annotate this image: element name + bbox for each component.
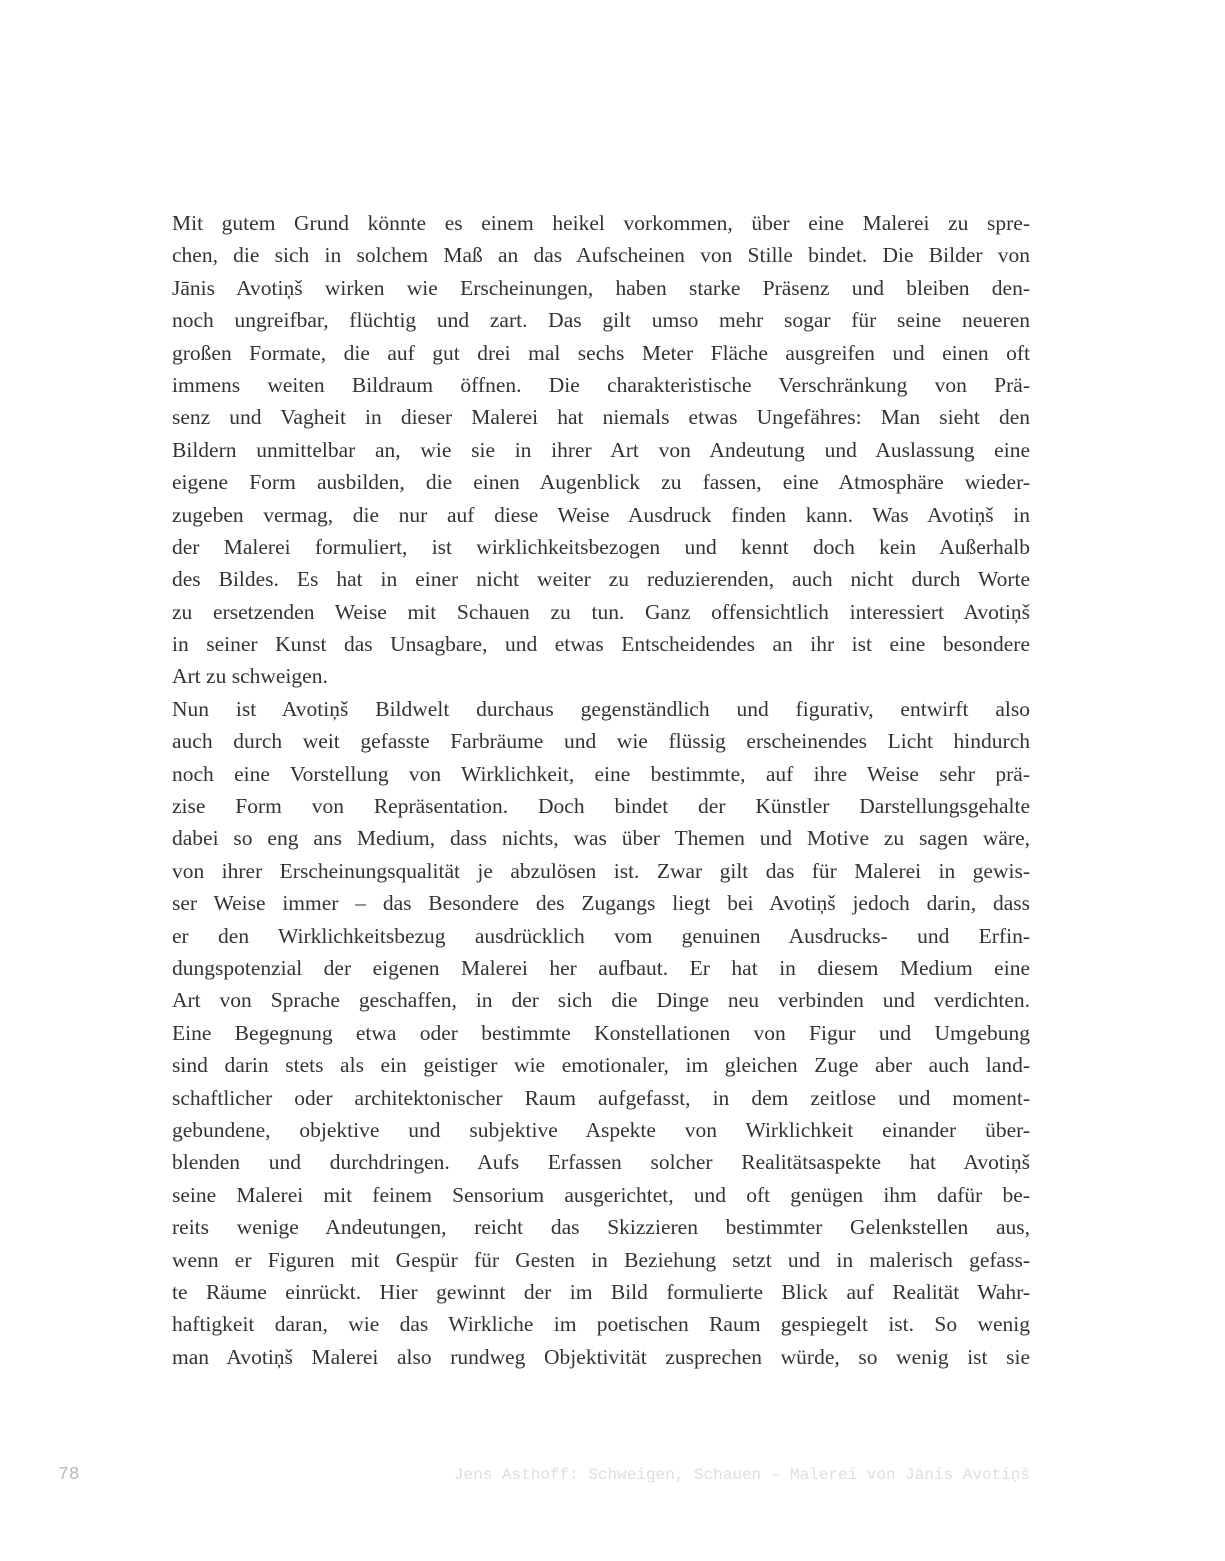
- text-line: reits wenige Andeutungen, reicht das Skizzieren bestimmter Gelenkstellen aus,: [172, 1215, 1030, 1240]
- paragraph-2: [172, 693, 1030, 1373]
- text-line: chen, die sich in solchem Maß an das Aufscheinen von Stille bindet. Die Bilder von: [172, 243, 1030, 268]
- running-title: Jens Asthoff: Schweigen, Schauen – Malerei von Jānis Avotiņš: [453, 1466, 1030, 1484]
- paragraph-1: [172, 207, 1030, 693]
- text-line: schaftlicher oder architektonischer Raum aufgefasst, in dem zeitlose und moment-: [172, 1085, 1030, 1110]
- text-line: dabei so eng ans Medium, dass nichts, was über Themen und Motive zu sagen wäre,: [172, 826, 1030, 851]
- text-line: wenn er Figuren mit Gespür für Gesten in Beziehung setzt und in malerisch gefass-: [172, 1247, 1030, 1272]
- text-line: er den Wirklichkeitsbezug ausdrücklich vom genuinen Ausdrucks- und Erfin-: [172, 923, 1030, 948]
- text-line: noch eine Vorstellung von Wirklichkeit, eine bestimmte, auf ihre Weise sehr prä-: [172, 761, 1030, 786]
- text-line: in seiner Kunst das Unsagbare, und etwas Entscheidendes an ihr ist eine besondere: [172, 632, 1030, 657]
- text-line: immens weiten Bildraum öffnen. Die charakteristische Verschränkung von Prä-: [172, 372, 1030, 397]
- text-line: haftigkeit daran, wie das Wirkliche im poetischen Raum gespiegelt ist. So wenig: [172, 1312, 1030, 1337]
- text-line: zugeben vermag, die nur auf diese Weise Ausdruck finden kann. Was Avotiņš in: [172, 502, 1030, 527]
- text-line: großen Formate, die auf gut drei mal sechs Meter Fläche ausgreifen und einen oft: [172, 340, 1030, 365]
- text-line: Jānis Avotiņš wirken wie Erscheinungen, haben starke Präsenz und bleiben den-: [172, 275, 1030, 300]
- text-line: ser Weise immer – das Besondere des Zugangs liegt bei Avotiņš jedoch darin, dass: [172, 891, 1030, 916]
- text-line: blenden und durchdringen. Aufs Erfassen solcher Realitätsaspekte hat Avotiņš: [172, 1150, 1030, 1175]
- text-line: Art zu schweigen.: [172, 664, 328, 689]
- text-line: senz und Vagheit in dieser Malerei hat niemals etwas Ungefähres: Man sieht den: [172, 405, 1030, 430]
- text-line: man Avotiņš Malerei also rundweg Objektivität zusprechen würde, so wenig ist sie: [172, 1344, 1030, 1369]
- text-line: gebundene, objektive und subjektive Aspekte von Wirklichkeit einander über-: [172, 1117, 1030, 1142]
- text-line: noch ungreifbar, flüchtig und zart. Das gilt umso mehr sogar für seine neueren: [172, 308, 1030, 333]
- text-line: dungspotenzial der eigenen Malerei her aufbaut. Er hat in diesem Medium eine: [172, 955, 1030, 980]
- text-line: seine Malerei mit feinem Sensorium ausgerichtet, und oft genügen ihm dafür be-: [172, 1182, 1030, 1207]
- text-line: Nun ist Avotiņš Bildwelt durchaus gegenständlich und figurativ, entwirft also: [172, 696, 1030, 721]
- text-line: te Räume einrückt. Hier gewinnt der im Bild formulierte Blick auf Realität Wahr-: [172, 1279, 1030, 1304]
- text-line: des Bildes. Es hat in einer nicht weiter zu reduzierenden, auch nicht durch Worte: [172, 567, 1030, 592]
- text-line: sind darin stets als ein geistiger wie emotionaler, im gleichen Zuge aber auch land-: [172, 1053, 1030, 1078]
- text-line: zu ersetzenden Weise mit Schauen zu tun. Ganz offensichtlich interessiert Avotiņš: [172, 599, 1030, 624]
- text-line: Mit gutem Grund könnte es einem heikel vorkommen, über eine Malerei zu spre-: [172, 211, 1030, 235]
- text-line: zise Form von Repräsentation. Doch bindet der Künstler Darstellungsgehalte: [172, 794, 1030, 819]
- body-text: [172, 207, 1030, 1373]
- text-line: Eine Begegnung etwa oder bestimmte Konstellationen von Figur und Umgebung: [172, 1020, 1030, 1045]
- text-line: auch durch weit gefasste Farbräume und wie flüssig erscheinendes Licht hindurch: [172, 729, 1030, 754]
- page-number: 78: [58, 1465, 80, 1485]
- text-line: Bildern unmittelbar an, wie sie in ihrer Art von Andeutung und Auslassung eine: [172, 437, 1030, 462]
- text-line: eigene Form ausbilden, die einen Augenblick zu fassen, eine Atmosphäre wieder-: [172, 470, 1030, 495]
- text-line: der Malerei formuliert, ist wirklichkeitsbezogen und kennt doch kein Außerhalb: [172, 534, 1030, 559]
- text-line: von ihrer Erscheinungsqualität je abzulösen ist. Zwar gilt das für Malerei in gewis-: [172, 858, 1030, 883]
- text-line: Art von Sprache geschaffen, in der sich die Dinge neu verbinden und verdichten.: [172, 988, 1030, 1013]
